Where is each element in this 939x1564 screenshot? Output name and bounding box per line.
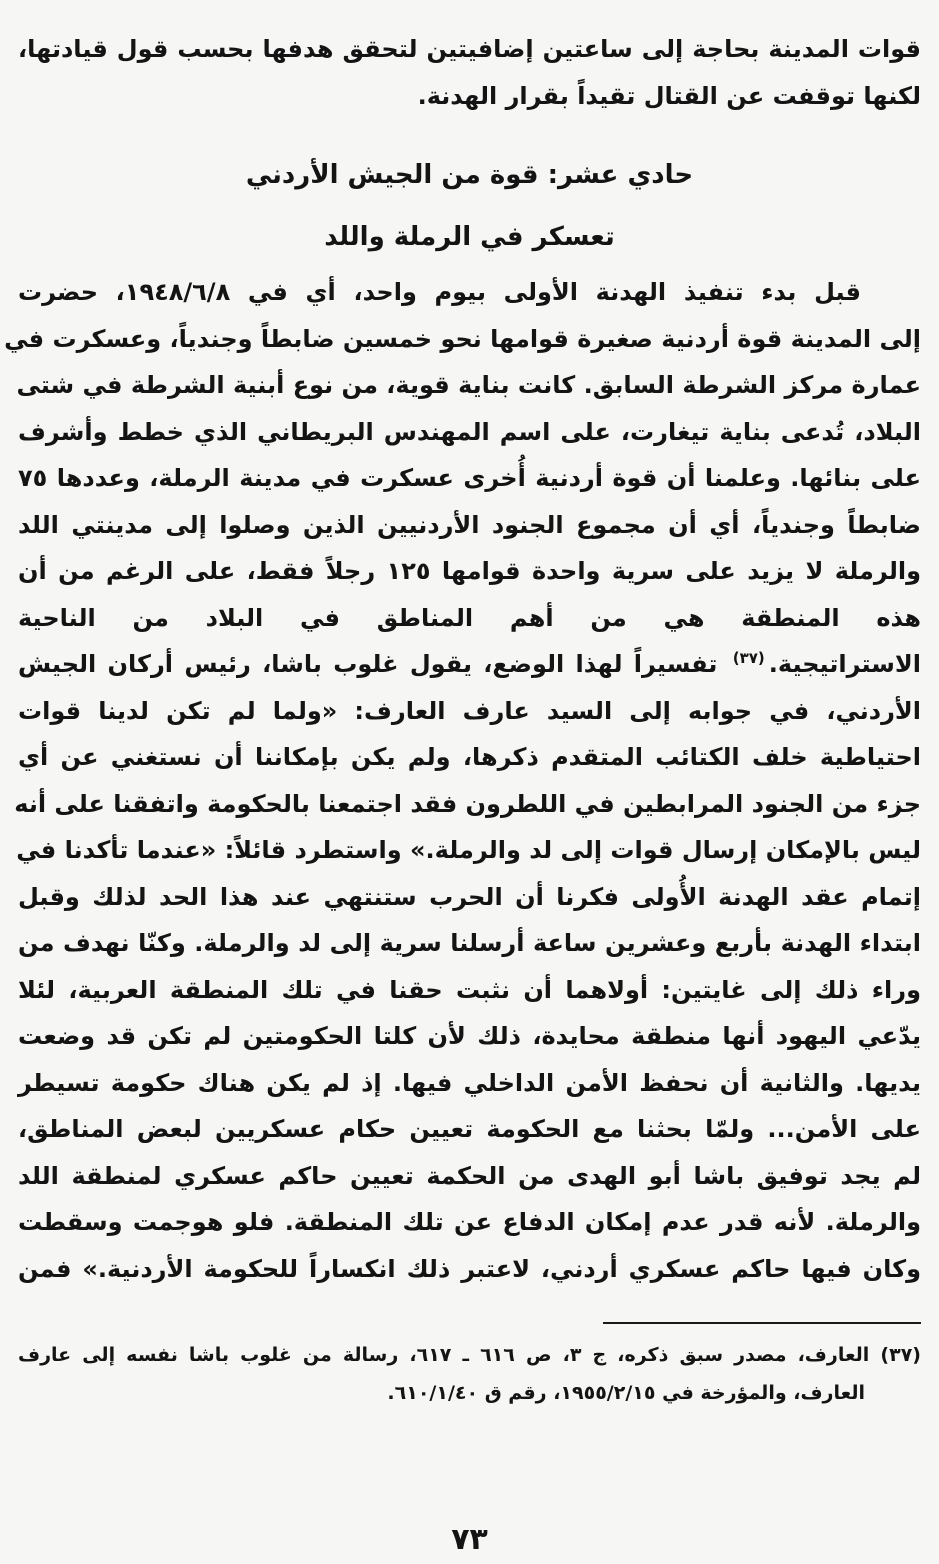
section-heading <box>18 155 921 257</box>
text-line: إتمام عقد الهدنة الأُولى فكرنا أن الحرب ستنتهي عند هذا الحد لذلك وقبل <box>18 882 921 911</box>
main-paragraph <box>4 269 922 1292</box>
text-line: ليس بالإمكان إرسال قوات إلى لد والرملة.» واستطرد قائلاً: «عندما تأكدنا في <box>16 836 921 864</box>
text-line: احتياطية خلف الكتائب المتقدم ذكرها، ولم يكن بإمكاننا أن نستغني عن أي <box>18 743 921 771</box>
footnote-divider <box>603 1322 921 1324</box>
text-line: لكنها توقفت عن القتال تقيداً بقرار الهدنة. <box>417 81 921 110</box>
text-segment: الاستراتيجية. <box>768 650 922 678</box>
text-line: هذه المنطقة هي من أهم المناطق في البلاد من الناحية <box>18 603 921 632</box>
text-line: قوات المدينة بحاجة إلى ساعتين إضافيتين لتحقق هدفها بحسب قول قيادتها، <box>18 35 921 63</box>
text-line: لم يجد توفيق باشا أبو الهدى من الحكمة تعيين حاكم عسكري لمنطقة اللد <box>18 1161 921 1190</box>
text-line: يدّعي اليهود أنها منطقة محايدة، ذلك لأن كلتا الحكومتين لم تكن قد وضعت <box>18 1022 921 1050</box>
text-line: يديها. والثانية أن نحفظ الأمن الداخلي فيها. إذ لم يكن هناك حكومة تسيطر <box>18 1068 921 1097</box>
text-line: البلاد، تُدعى بناية تيغارت، على اسم المهندس البريطاني الذي خطط وأشرف <box>18 417 921 446</box>
text-line-with-footnote-ref <box>18 641 921 688</box>
text-line: على بنائها. وعلمنا أن قوة أردنية أُخرى عسكرت في مدينة الرملة، وعددها ٧٥ <box>18 464 921 492</box>
text-line: الأردني، في جوابه إلى السيد عارف العارف: «ولما لم تكن لدينا قوات <box>18 696 921 725</box>
text-line: قبل بدء تنفيذ الهدنة الأولى بيوم واحد، أي في ١٩٤٨/٦/٨، حضرت <box>18 278 861 306</box>
text-line: وراء ذلك إلى غايتين: أولاهما أن نثبت حقنا في تلك المنطقة العربية، لئلا <box>18 975 921 1004</box>
page-number: ٧٣ <box>451 1522 488 1557</box>
text-line: عمارة مركز الشرطة السابق. كانت بناية قوية، من نوع أبنية الشرطة في شتى <box>16 371 921 399</box>
footnote <box>18 1336 921 1412</box>
text-line: والرملة لا يزيد على سرية واحدة قوامها ١٢٥ رجلاً فقط، على الرغم من أن <box>18 557 922 585</box>
text-line: وكان فيها حاكم عسكري أردني، لاعتبر ذلك انكساراً للحكومة الأردنية.» فمن <box>18 1254 921 1283</box>
text-line: جزء من الجنود المرابطين في اللطرون فقد اجتمعنا بالحكومة واتفقنا على أنه <box>14 789 921 818</box>
book-page <box>4 26 922 1564</box>
text-line: على الأمن... ولمّا بحثنا مع الحكومة تعيين حكام عسكريين لبعض المناطق، <box>18 1115 921 1143</box>
footnote-line: (٣٧) العارف، مصدر سبق ذكره، ج ٣، ص ٦١٦ ـ ٦١٧، رسالة من غلوب باشا نفسه إلى عارف <box>18 1344 921 1366</box>
intro-paragraph <box>18 26 921 119</box>
footnote-line: العارف، والمؤرخة في ١٩٥٥/٢/١٥، رقم ق ٦١٠/١/٤٠. <box>387 1382 865 1404</box>
text-segment: تفسيراً لهذا الوضع، يقول غلوب باشا، رئيس أركان الجيش <box>18 650 718 678</box>
section-title-line-2: تعسكر في الرملة واللد <box>324 222 615 252</box>
text-line: إلى المدينة قوة أردنية صغيرة قوامها نحو خمسين ضابطاً وجندياً، وعسكرت في <box>4 324 921 353</box>
text-line: ابتداء الهدنة بأربع وعشرين ساعة أرسلنا سرية إلى لد والرملة. وكنّا نهدف من <box>18 929 921 957</box>
footnote-reference: (٣٧) <box>732 649 765 667</box>
text-line: والرملة. لأنه قدر عدم إمكان الدفاع عن تلك المنطقة. فلو هوجمت وسقطت <box>18 1208 921 1236</box>
section-title-line-1: حادي عشر: قوة من الجيش الأردني <box>245 160 694 190</box>
text-line: ضابطاً وجندياً، أي أن مجموع الجنود الأردنيين الذين وصلوا إلى مدينتي اللد <box>18 510 921 539</box>
